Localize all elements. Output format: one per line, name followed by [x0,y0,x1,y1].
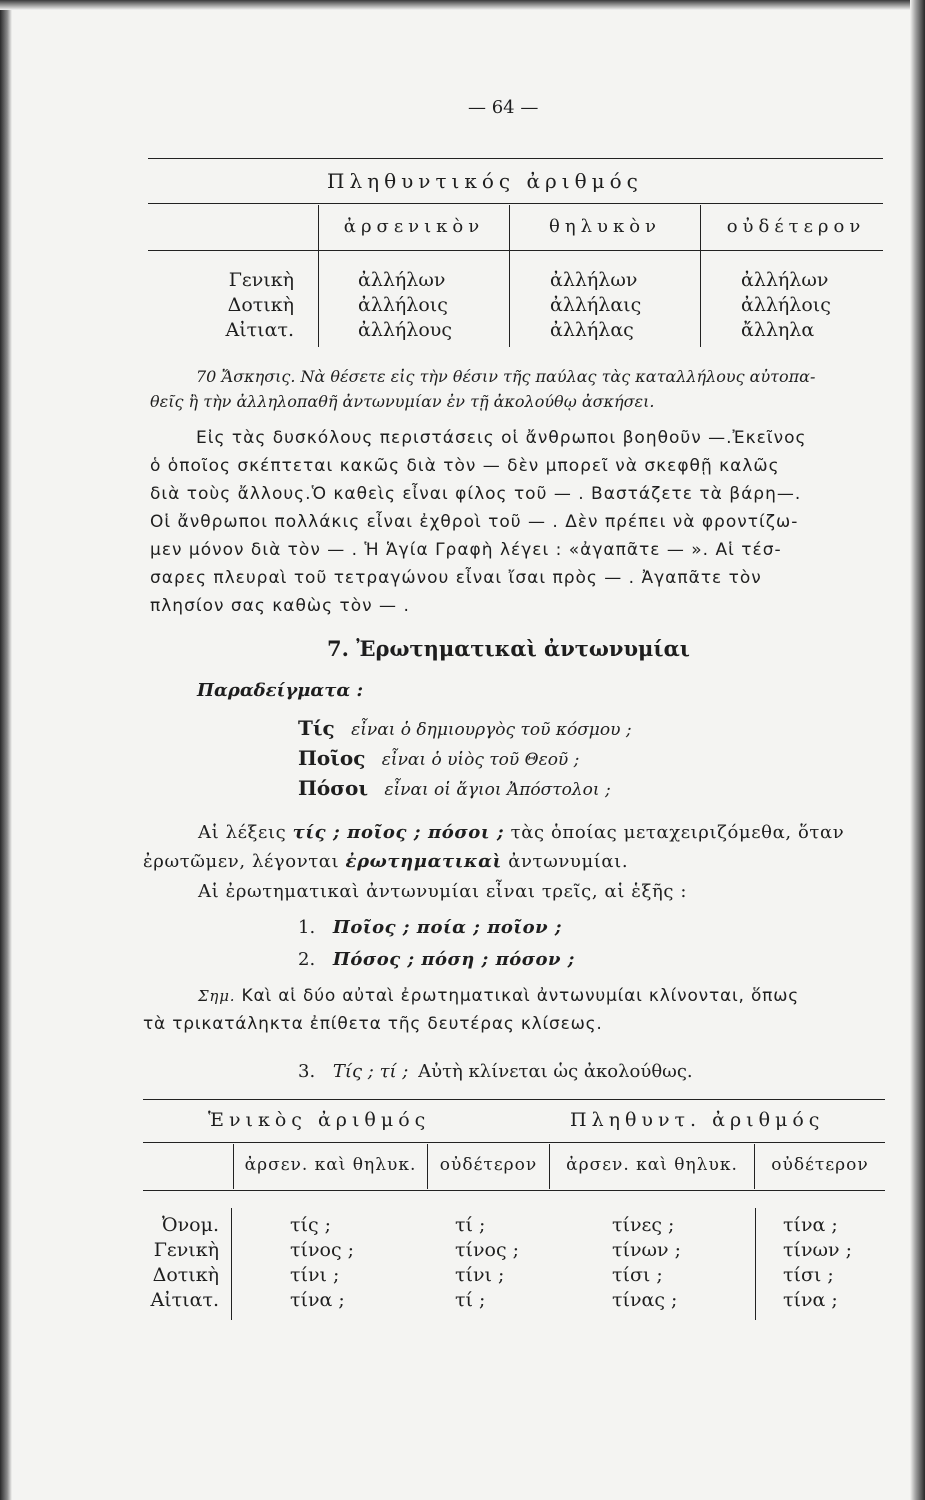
example-sentence [298,716,632,740]
page-edge-right [910,0,925,1500]
emphasized-words: τίς ; ποῖος ; πόσοι ; [292,822,505,843]
table-cell: ἀλλήλοις [741,294,831,316]
column-header: ἀρσεν. καὶ θηλυκ. [566,1155,738,1175]
table-cell: τίνων ; [783,1239,852,1261]
column-header: οὐδέτερον [439,1155,538,1175]
examples-label: Παραδείγματα : [197,680,364,701]
table-cell: τίσι ; [612,1264,663,1286]
table-cell: ἀλλήλων [741,269,829,291]
plural-title: Πληθυντ. ἀριθμός [570,1109,825,1131]
plural-table-title: Πληθυντικός ἀριθμός [327,169,643,193]
list-number: 3. [298,1061,316,1082]
emphasized-term: ἐρωτηματικαὶ [345,851,502,872]
note-line: τὰ τρικατάληκτα ἐπίθετα τῆς δευτέρας κλίσεως. [143,1014,603,1034]
table-divider [231,1208,232,1320]
text-run: τὰς ὁποίας μεταχειριζόμεθα, ὅταν [510,822,845,843]
table-divider [549,1144,550,1189]
table-divider-3 [700,205,701,347]
emphasized-words: Τίς ; τί ; [332,1061,409,1082]
table-cell: τίνι ; [290,1264,340,1286]
singular-title: Ἑνικὸς ἀριθμός [208,1109,431,1131]
table-cell: ἀλλήλων [358,269,446,291]
text-run: Καὶ αἱ δύο αὐταὶ ἐρωτηματικαὶ ἀντωνυμίαι κλίνονται, ὅπως [241,986,800,1006]
table-cell: τίνος ; [290,1239,355,1261]
table-cell: τίνες ; [612,1214,675,1236]
singular-neuter-column [455,1213,519,1313]
example-sentence [298,776,611,800]
table-rule-subheader [143,1190,885,1191]
table-cell: ἀλλήλαις [550,294,642,316]
table-cell: τίνας ; [612,1289,678,1311]
table-cell: τίς ; [290,1214,332,1236]
table-rule-subheader [148,250,883,251]
exercise-text-line: σαρες πλευραὶ τοῦ τετραγώνου εἶναι ἴσαι πρὸς — . Ἀγαπᾶτε τὸν [150,568,762,588]
list-text: Ποῖος ; ποία ; ποῖον ; [332,917,563,938]
example-rest: εἶναι ὁ υἱὸς τοῦ Θεοῦ ; [381,750,580,770]
plural-row-labels [216,268,294,343]
table-cell: ἀλλήλας [550,319,634,341]
item-3-line [298,1061,693,1082]
table-cell: τίνος ; [455,1239,520,1261]
table-rule-header [143,1142,885,1143]
table-divider-2 [509,205,510,347]
table-cell: τίνων ; [612,1239,681,1261]
row-label: Γενικὴ [153,1239,219,1261]
plural-header-feminine: θηλυκὸν [548,216,661,237]
tis-row-labels [133,1213,219,1313]
plural-header-neuter: οὐδέτερον [726,216,866,237]
list-item [298,949,575,970]
row-label: Ὀνομ. [162,1214,219,1236]
paragraph-line: Αἱ ἐρωτηματικαὶ ἀντωνυμίαι εἶναι τρεῖς, αἱ ἑξῆς : [198,881,688,902]
table-rule-top [143,1099,885,1100]
table-rule-header [148,203,883,204]
column-header: οὐδέτερον [771,1155,869,1175]
row-label: Δοτικὴ [152,1264,219,1286]
example-sentence [298,746,579,770]
exercise-text-line: Εἰς τὰς δυσκόλους περιστάσεις οἱ ἄνθρωποι βοηθοῦν —.Ἐκεῖνος [196,428,807,448]
table-cell: τί ; [455,1289,486,1311]
example-word: Πόσοι [298,776,368,800]
list-text: Πόσος ; πόση ; πόσον ; [332,949,575,970]
note-line [198,986,799,1006]
singular-mf-column [290,1213,354,1313]
section-heading: 7. Ἐρωτηματικαὶ ἀντωνυμίαι [327,636,690,661]
table-divider [755,1208,756,1320]
row-label: Αἰτιατ. [150,1289,219,1311]
list-number: 1. [298,917,316,938]
plural-neuter-column [783,1213,852,1313]
note-label: Σημ. [198,987,236,1005]
plural-neuter-column [741,268,831,343]
text-run: Αὐτὴ κλίνεται ὡς ἀκολούθως. [418,1061,693,1082]
page-edge-top [0,0,925,10]
text-run: ἐρωτῶμεν, λέγονται [143,851,340,872]
plural-feminine-column [550,268,641,343]
page-number: — 64 — [468,97,539,118]
table-cell: ἀλλήλων [550,269,638,291]
column-header: ἀρσεν. καὶ θηλυκ. [244,1155,417,1175]
text-run: ἀντωνυμίαι. [508,851,629,872]
table-cell: τίνα ; [783,1289,838,1311]
table-cell: τίνι ; [455,1264,505,1286]
example-rest: εἶναι οἱ ἅγιοι Ἀπόστολοι ; [384,780,611,800]
text-run: Αἱ λέξεις [198,822,287,843]
exercise-text-line: ὁ ὁποῖος σκέπτεται κακῶς διὰ τὸν — δὲν μπορεῖ νὰ σκεφθῇ καλῶς [150,456,780,476]
table-cell: τίνα ; [783,1214,838,1236]
plural-mf-column [612,1213,681,1313]
table-rule-top [148,158,883,159]
table-cell: τίσι ; [783,1264,834,1286]
row-label: Γενικὴ [228,269,294,291]
table-divider [233,1144,234,1189]
exercise-text-line: διὰ τοὺς ἄλλους.Ὁ καθεὶς εἶναι φίλος τοῦ — . Βαστάζετε τὰ βάρη—. [150,484,802,504]
table-cell: τί ; [455,1214,486,1236]
exercise-text-line: πλησίον σας καθὼς τὸν — . [150,596,410,616]
paragraph-line [198,822,844,843]
exercise-instruction-line-2: θεῖς ἢ τὴν ἀλληλοπαθῆ ἀντωνυμίαν ἐν τῇ ἀκολούθῳ ἀσκήσει. [150,392,655,411]
plural-header-masculine: ἀρσενικὸν [343,216,485,237]
table-divider [427,1144,428,1189]
table-divider-1 [318,205,319,347]
list-item [298,917,562,938]
plural-masculine-column [358,268,452,343]
table-cell: ἀλλήλοις [358,294,448,316]
row-label: Δοτικὴ [227,294,294,316]
example-rest: εἶναι ὁ δημιουργὸς τοῦ κόσμου ; [351,720,632,740]
list-number: 2. [298,949,316,970]
table-divider [754,1144,755,1189]
example-word: Ποῖος [298,746,366,770]
exercise-text-line: μεν μόνον διὰ τὸν — . Ἡ Ἁγία Γραφὴ λέγει : «ἀγαπᾶτε — ». Αἱ τέσ- [150,540,782,560]
row-label: Αἰτιατ. [225,319,294,341]
exercise-instruction-line-1: 70 Ἄσκησις. Νὰ θέσετε εἰς τὴν θέσιν τῆς παύλας τὰς καταλλήλους αὐτοπα- [196,367,816,386]
table-cell: ἀλλήλους [358,319,452,341]
exercise-text-line: Οἱ ἄνθρωποι πολλάκις εἶναι ἐχθροὶ τοῦ — . Δὲν πρέπει νὰ φροντίζω- [150,512,799,532]
page-edge-left [0,0,12,1500]
table-cell: ἄλληλα [741,319,815,341]
example-word: Τίς [298,716,335,740]
table-cell: τίνα ; [290,1289,345,1311]
paragraph-line [143,851,628,872]
